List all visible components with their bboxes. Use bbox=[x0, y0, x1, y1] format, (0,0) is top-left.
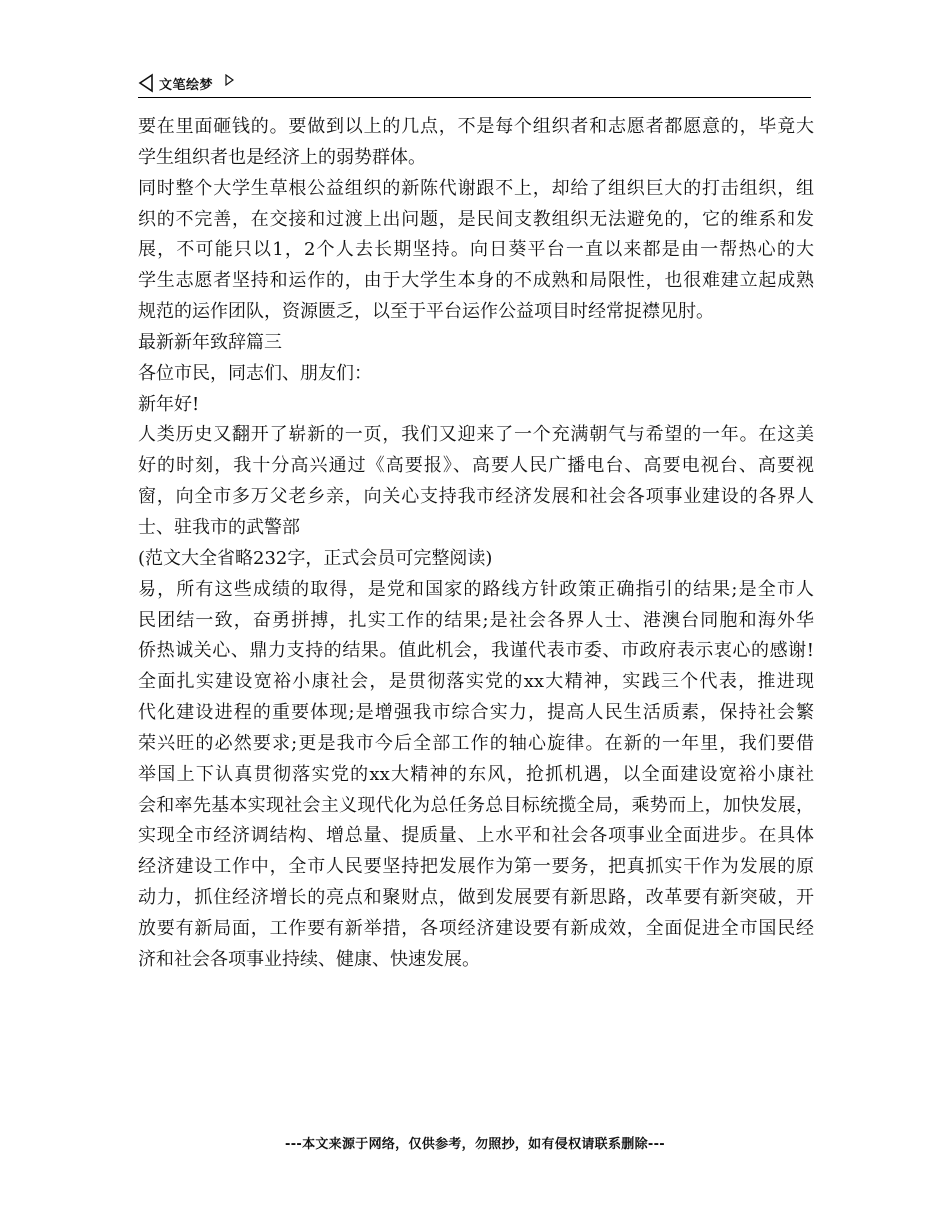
triangle-left-icon bbox=[138, 73, 154, 93]
text-line: 各位市民，同志们、朋友们： bbox=[138, 362, 372, 384]
text-line: 放要有新局面，工作要有新举措，各项经济建设要有新成效，全面促进全市国民经 bbox=[138, 917, 814, 939]
text-line: 最新新年致辞篇三 bbox=[138, 331, 282, 353]
text-line: 学生组织者也是经济上的弱势群体。 bbox=[138, 146, 426, 168]
text-line: 织的不完善，在交接和过渡上出问题，是民间支教组织无法避免的，它的维系和发 bbox=[138, 208, 814, 230]
text-line: 士、驻我市的武警部 bbox=[138, 516, 300, 538]
document-body bbox=[138, 112, 814, 976]
text-line: 济和社会各项事业持续、健康、快速发展。 bbox=[138, 948, 480, 970]
text-line: 全面扎实建设宽裕小康社会，是贯彻落实党的xx大精神，实践三个代表，推进现 bbox=[138, 671, 814, 693]
text-line: 要在里面砸钱的。要做到以上的几点，不是每个组织者和志愿者都愿意的，毕竟大 bbox=[138, 116, 814, 137]
text-line: 会和率先基本实现社会主义现代化为总任务总目标统揽全局，乘势而上，加快发展， bbox=[138, 794, 814, 816]
text-line: 新年好! bbox=[138, 393, 200, 415]
text-line: 侨热诚关心、鼎力支持的结果。值此机会，我谨代表市委、市政府表示衷心的感谢! bbox=[138, 640, 814, 662]
text-line: 人类历史又翻开了崭新的一页，我们又迎来了一个充满朝气与希望的一年。在这美 bbox=[138, 424, 814, 446]
text-line: 同时整个大学生草根公益组织的新陈代谢跟不上，却给了组织巨大的打击组织，组 bbox=[138, 177, 814, 199]
text-line: 好的时刻，我十分高兴通过《高要报》、高要人民广播电台、高要电视台、高要视 bbox=[138, 455, 814, 477]
triangle-right-icon bbox=[224, 74, 234, 86]
text-line: 实现全市经济调结构、增总量、提质量、上水平和社会各项事业全面进步。在具体 bbox=[138, 825, 814, 847]
brand-name: 文笔绘梦 bbox=[159, 78, 214, 93]
text-line: 代化建设进程的重要体现;是增强我市综合实力，提高人民生活质素，保持社会繁 bbox=[138, 702, 814, 724]
text-line: 动力，抓住经济增长的亮点和聚财点，做到发展要有新思路，改革要有新突破，开 bbox=[138, 887, 814, 909]
text-line: 荣兴旺的必然要求;更是我市今后全部工作的轴心旋律。在新的一年里，我们要借 bbox=[138, 732, 814, 754]
text-line: (范文大全省略232字，正式会员可完整阅读) bbox=[138, 547, 493, 569]
text-line: 易，所有这些成绩的取得，是党和国家的路线方针政策正确指引的结果;是全市人 bbox=[138, 578, 814, 600]
text-line: 展，不可能只以1，2个人去长期坚持。向日葵平台一直以来都是由一帮热心的大 bbox=[138, 239, 814, 261]
text-line: 学生志愿者坚持和运作的，由于大学生本身的不成熟和局限性，也很难建立起成熟 bbox=[138, 270, 814, 292]
text-line: 规范的运作团队，资源匮乏，以至于平台运作公益项目时经常捉襟见肘。 bbox=[138, 301, 714, 323]
text-line: 窗，向全市多万父老乡亲，向关心支持我市经济发展和社会各项事业建设的各界人 bbox=[138, 486, 814, 508]
page-header bbox=[138, 71, 811, 98]
text-line: 民团结一致，奋勇拼搏，扎实工作的结果;是社会各界人士、港澳台同胞和海外华 bbox=[138, 609, 814, 631]
text-line: 经济建设工作中，全市人民要坚持把发展作为第一要务，把真抓实干作为发展的原 bbox=[138, 856, 814, 878]
source-disclaimer: ---本文来源于网络，仅供参考，勿照抄，如有侵权请联系删除--- bbox=[285, 1137, 665, 1152]
text-line: 举国上下认真贯彻落实党的xx大精神的东风，抢抓机遇，以全面建设宽裕小康社 bbox=[138, 763, 814, 785]
